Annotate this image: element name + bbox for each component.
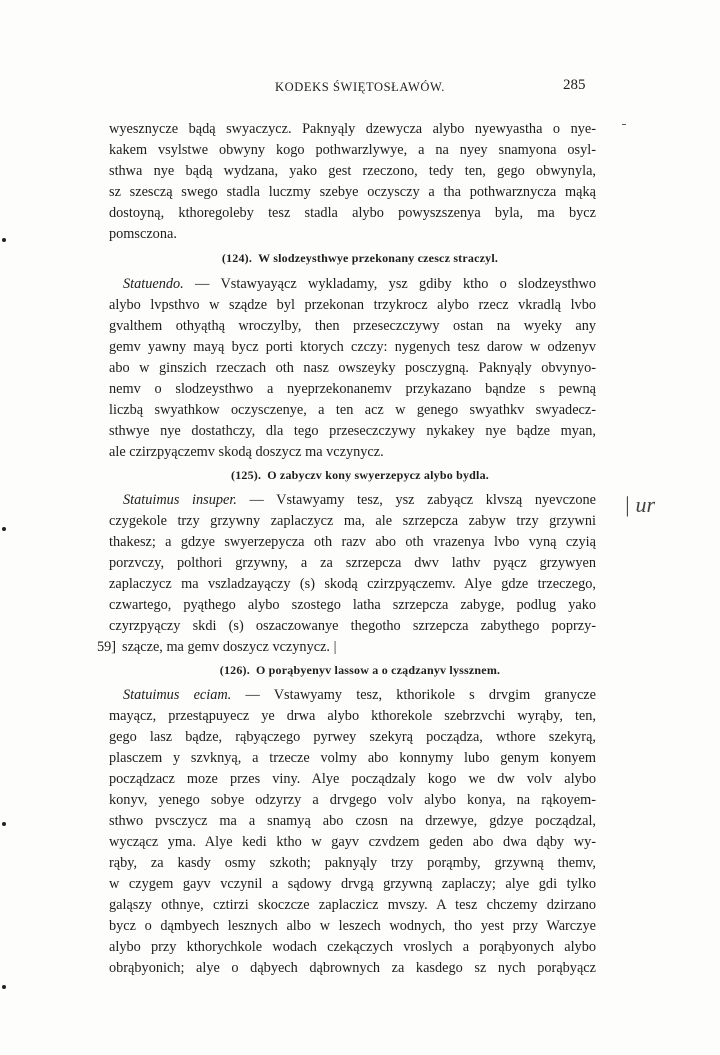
line-number-marker: 59] [97, 639, 117, 655]
paragraph-line: plasczem y szvknyą, a trzecze volmy abo konnymy lubo genym konyem [109, 750, 596, 766]
paragraph-line: mayącz, przestąpuyecz ye drwa alybo kthorekole szebrzvchi wyrąby, ten, [109, 708, 596, 724]
paragraph-line: sthwye nye dostathczy, dla tego przeseczczywy nykakey nye bądze myan, [109, 423, 596, 439]
page-number: 285 [563, 77, 586, 93]
section-lead: Statuimus insuper. [123, 492, 237, 508]
section-lead: Statuimus eciam. [123, 687, 232, 703]
running-header-title: KODEKS ŚWIĘTOSŁAWÓW. [274, 80, 446, 94]
paragraph-line [109, 685, 596, 705]
section-lead-text: — Vstawyamy tesz, ysz zabyącz klvszą nyevczone [236, 492, 596, 508]
section-title: O zabyczv kony swyerzepycz alybo bydla. [267, 468, 489, 482]
paragraph-line: wyesznycze bądą swyaczycz. Paknyąly dzewycza alybo nyewyastha o nye- [109, 121, 596, 137]
paragraph-line: rąby, za kasdy osmy szkoth; paknyąly trzy porąmby, grzywną themv, [109, 855, 596, 871]
section-number: (124). [221, 251, 253, 265]
paragraph-line: pomsczona. [109, 226, 177, 242]
section-title: W slodzeysthwye przekonany czescz straczyl. [258, 251, 499, 265]
paragraph-line: począdzacz moze przes viny. Alye począdzaly kogo we dw volv alybo [109, 771, 596, 787]
paragraph-line: ale czirzpyączemv skodą doszycz ma vczynycz. [109, 444, 384, 460]
paragraph-line: abo w ginszich rzeczach oth nasz owszeyky posczygną. Paknyąly obvynyo- [109, 360, 596, 376]
scan-dot [2, 527, 6, 531]
paragraph-line: nemv o slodzeysthwo a nyeprzekonanemv przykazano bąndze s pewną [109, 381, 596, 397]
paragraph-line: kakem vsylstwe obwyny kogo pothwarzlywye, a na nyey snamyona osyl- [109, 142, 596, 158]
paragraph-line [109, 490, 596, 510]
section-lead-text: — Vstawyamy tesz, kthorikole s drvgim granycze [231, 687, 597, 703]
section-number: (126). [219, 663, 250, 677]
scan-dot [2, 985, 6, 989]
paragraph-line: gemv yawny mayą bycz porti ktorych czczy: nygenych tesz darow w odzenyv [109, 339, 596, 355]
paragraph-line: czyrzpyączy skdi (s) oszaczowanye thegotho szrzepcza zabythego poprzy- [109, 618, 596, 634]
paragraph-line: bycz o dąmbyech lesznych albo w leszech wodnych, tho yest przy Warczye [109, 918, 596, 934]
section-lead-text: — Vstawyayącz wykladamy, ysz gdiby ktho o slodzeysthwo [183, 276, 596, 292]
section-heading-126 [0, 663, 720, 678]
scan-dash [622, 124, 626, 125]
paragraph-line: alybo przy kthorychkole wodach czekączych vroslych a porąbyonych alybo [109, 939, 596, 955]
paragraph-line: szącze, ma gemv doszycz vczynycz. | [122, 639, 337, 655]
section-title: O porąbyenyv lassow a o cządzanyv lyssznem. [255, 663, 501, 677]
paragraph-line: obrąbyonich; alye o dąbyech dąbrownych za kasdego sz nych porąbyącz [109, 960, 596, 976]
paragraph-line [109, 274, 596, 294]
paragraph-line: gego lasz bądze, rąbyączego pyrwey szekyrą począdza, wthore szekyrą, [109, 729, 596, 745]
paragraph-line: sz szesczą swego stadla luczmy szebye oczysczy a tha pothwarznycza mąką [109, 184, 596, 200]
paragraph-line: porzvczy, polthori grzywny, a za szrzepcza dwv lathv pyącz grzywyen [109, 555, 596, 571]
paragraph-line: thakesz; a gdzye swyerzepycza oth razv abo oth vrazenya lvbo vyną czyią [109, 534, 596, 550]
paragraph-line: zaplaczycz ma vszladzayączy (s) skodą czirzpyączemv. Alye gdze trzeczego, [109, 576, 596, 592]
paragraph-line: w czygem gayv vczynil a sądowy drvgą grzywną zaplaczy; alye gdi tylko [109, 876, 596, 892]
paragraph-line: sthwa nye bądą wydzana, yako gest rzeczono, tedy ten, gego obwynyla, [109, 163, 596, 179]
paragraph-line: dostoyną, kthoregoleby tesz stadla alybo powyszszenya byla, ma bycz [109, 205, 596, 221]
paragraph-line: alybo lvpsthvo w sządze byl przekonan trzykrocz alybo rzecz vkradlą lvbo [109, 297, 596, 313]
paragraph-line: galąszy othnye, cztirzi skoczcze zaplaczicz mvszy. A tesz chczemy dzirzano [109, 897, 596, 913]
section-heading-124 [0, 251, 720, 266]
paragraph-line: konyv, yenego sobye odzyrzy a drvgego volv alybo konya, na rąkoyem- [109, 792, 596, 808]
paragraph-line: sthwo pvsczycz ma a snamyą abo czosn na drzewye, gdzye począdzal, [109, 813, 596, 829]
paragraph-line: czwartego, pyąthego alybo szostego latha szrzepcza zabyge, podlug yako [109, 597, 596, 613]
paragraph-line: wyczącz yma. Alye kedi ktho w gayv czvdzem geden abo dwa dąby wy- [109, 834, 596, 850]
paragraph-line: liczbą swyathkow oczysczenye, a ten acz w genego swyathkv swyadecz- [109, 402, 596, 418]
section-lead: Statuendo. [123, 276, 184, 292]
scan-dot [2, 822, 6, 826]
scan-dot [2, 238, 6, 242]
margin-handwritten-note: | ur [624, 492, 656, 517]
paragraph-line: czygekole trzy grzywny zaplaczycz ma, ale szrzepcza zabyw trzy grzywni [109, 513, 596, 529]
paragraph-line: gvalthem othyąthą wroczylby, then przeseczczywy ostan na wyeky any [109, 318, 596, 334]
section-number: (125). [231, 468, 262, 482]
section-heading-125 [0, 468, 720, 483]
